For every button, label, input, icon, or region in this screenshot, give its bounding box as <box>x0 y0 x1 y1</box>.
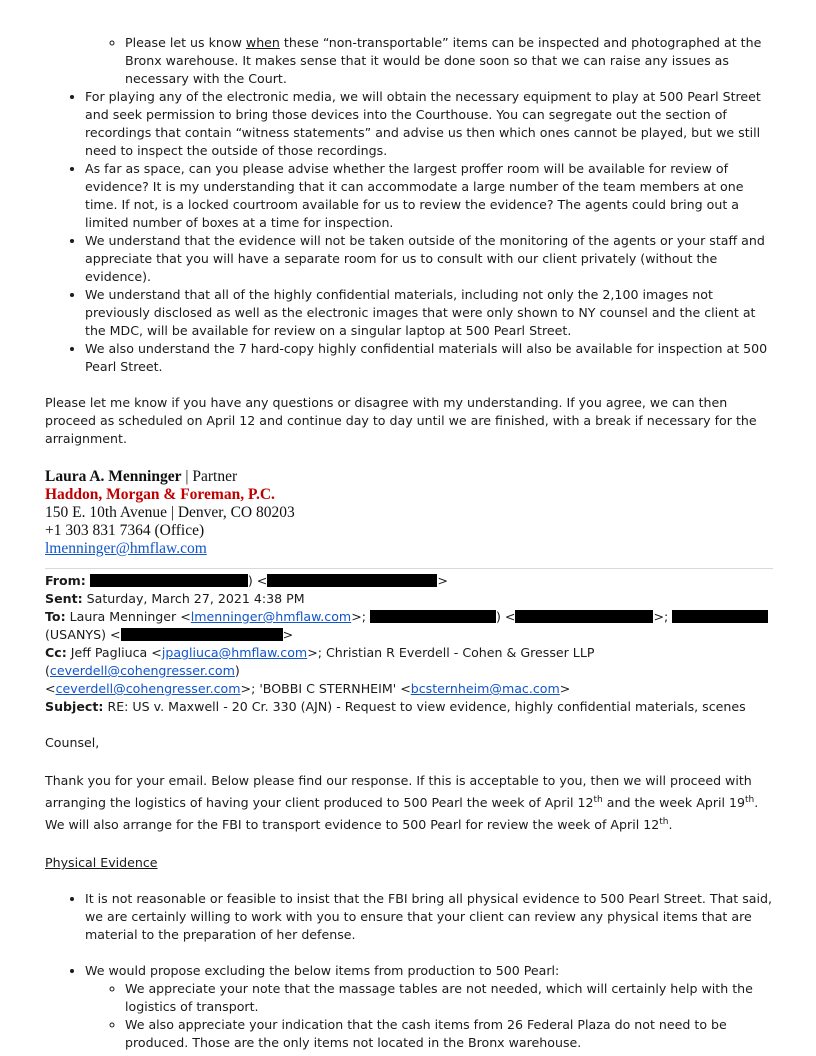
redaction-box <box>515 610 653 623</box>
redaction-box <box>121 628 283 641</box>
sent-line: Sent: Saturday, March 27, 2021 4:38 PM <box>45 591 305 606</box>
header-divider <box>45 568 773 569</box>
request-list <box>45 88 773 376</box>
exclusion-list <box>45 962 773 1052</box>
reply-paragraph: Thank you for your email. Below please find our response. If this is acceptable to you, then we will proceed with arranging the logistics of having your client produced to 500 Pearl the week of April 12th and the week April 19th. We will also arrange for the FBI to transport evidence to 500 Pearl for review the week of April 12th. <box>45 773 759 832</box>
sub-list-item: ◦ We also appreciate your indication that the cash items from 26 Federal Plaza do not need to be produced. Those are the only items not located in the Bronx warehouse. <box>125 1016 773 1052</box>
cc-email-link[interactable]: ceverdell@cohengresser.com <box>49 663 235 678</box>
sub-list-item: ◦ We appreciate your note that the massage tables are not needed, which will certainly help with the logistics of transport. <box>125 980 773 1016</box>
signature-title: | Partner <box>181 468 238 485</box>
sub-list-item: ◦ Please let us know when these “non-transportable” items can be inspected and photographed at the Bronx warehouse. It makes sense that it would be done soon so that we can raise any issues as necessary with the Court. <box>125 34 773 88</box>
list-item: • We understand that all of the highly confidential materials, including not only the 2,100 images not previously disclosed as well as the electronic images that were only shown to NY counsel and the client at the MDC, will be available for review on a singular laptop at 500 Pearl Street. <box>85 286 773 340</box>
signature-phone: +1 303 831 7364 (Office) <box>45 522 205 539</box>
signature-email-link[interactable]: lmenninger@hmflaw.com <box>45 540 207 557</box>
section-heading: Physical Evidence <box>45 855 158 870</box>
signature-address: 150 E. 10th Avenue | Denver, CO 80203 <box>45 504 295 521</box>
top-bullet-list <box>45 34 773 88</box>
redaction-box <box>90 574 248 587</box>
redaction-box <box>370 610 496 623</box>
cc-email-link[interactable]: jpagliuca@hmflaw.com <box>161 645 308 660</box>
list-item: • For playing any of the electronic media, we will obtain the necessary equipment to play at 500 Pearl Street and seek permission to bring those devices into the Courthouse. You can segregate out the section of recordings that contain “witness statements” and advise us then which ones cannot be played, but we still need to inspect the outside of those recordings. <box>85 88 773 160</box>
redaction-box <box>267 574 437 587</box>
from-line: From: ) < > <box>45 573 448 588</box>
top-sub-list <box>85 34 773 88</box>
list-item: • As far as space, can you please advise whether the largest proffer room will be available for review of evidence? It is my understanding that it can accommodate a large number of the team members at one time. If not, is a locked courtroom available for us to review the evidence? The agents could bring out a limited number of boxes at a time for inspection. <box>85 160 773 232</box>
to-email-link[interactable]: lmenninger@hmflaw.com <box>190 609 352 624</box>
salutation: Counsel, <box>45 735 100 750</box>
list-item: • It is not reasonable or feasible to insist that the FBI bring all physical evidence to 500 Pearl Street. That said, we are certainly willing to work with you to ensure that your client can review any physical items that are material to the preparation of her defense. <box>85 890 773 944</box>
subject-line: Subject: RE: US v. Maxwell - 20 Cr. 330 (AJN) - Request to view evidence, highly confidential materials, scenes <box>45 699 746 714</box>
email-page <box>45 34 773 1052</box>
cc-line: Cc: Jeff Pagliuca <jpagliuca@hmflaw.com>; Christian R Everdell - Cohen & Gresser LLP (ceverdell@cohengresser.com) <ceverdell@cohengresser.com>; 'BOBBI C STERNHEIM' <bcsternheim@mac.com> <box>45 645 595 696</box>
email-header <box>45 572 773 716</box>
list-item: • We also understand the 7 hard-copy highly confidential materials will also be available for inspection at 500 Pearl Street. <box>85 340 773 376</box>
cc-email-link[interactable]: bcsternheim@mac.com <box>410 681 560 696</box>
list-item: • We would propose excluding the below items from production to 500 Pearl: ◦ We appreciate your note that the massage tables are not needed, which will certainly help with the logistics of transport. ◦ We also appreciate your indication that the cash items from 26 Federal Plaza do not need to be produced. Those are the only items not located in the Bronx warehouse. <box>85 962 773 1052</box>
signature-name: Laura A. Menninger <box>45 468 182 485</box>
signature-block <box>45 468 773 558</box>
exclusion-sub-list <box>85 980 773 1052</box>
closing-paragraph: Please let me know if you have any questions or disagree with my understanding. If you agree, we can then proceed as scheduled on April 12 and continue day to day until we are finished, with a break if necessary for the arraignment. <box>45 395 757 446</box>
signature-firm: Haddon, Morgan & Foreman, P.C. <box>45 486 275 503</box>
list-item: • We understand that the evidence will not be taken outside of the monitoring of the agents or your staff and appreciate that you will have a separate room for us to consult with our client privately (without the evidence). <box>85 232 773 286</box>
to-line: To: Laura Menninger <lmenninger@hmflaw.com>; ) < >; (USANYS) < > <box>45 608 773 644</box>
cc-email-link[interactable]: ceverdell@cohengresser.com <box>55 681 241 696</box>
physical-evidence-list <box>45 890 773 944</box>
redaction-box <box>672 610 768 623</box>
